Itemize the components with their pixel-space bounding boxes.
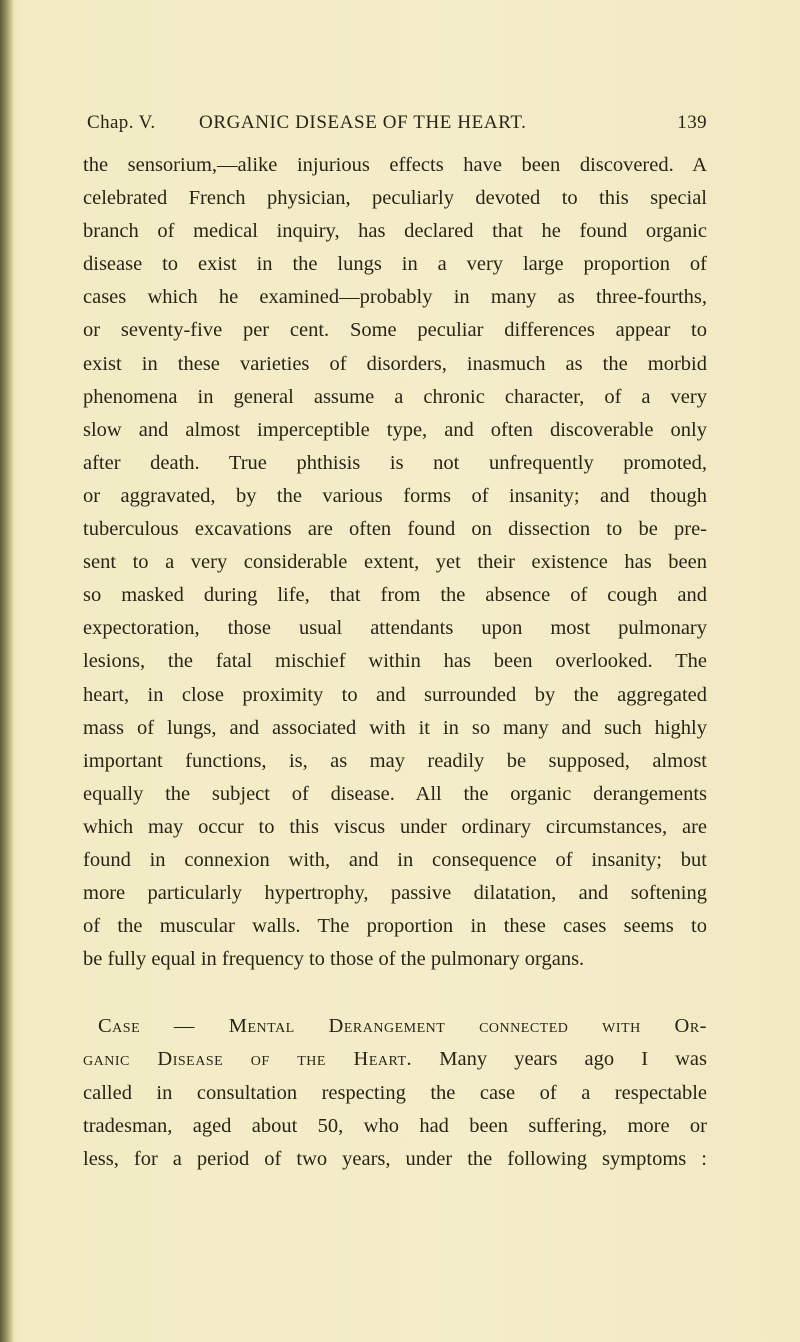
text-line: less, for a period of two years, under the following symptoms : — [83, 1147, 707, 1170]
paragraph-2 — [83, 1010, 707, 1175]
paragraph-1 — [83, 149, 707, 976]
text-line: more particularly hypertrophy, passive dilatation, and softening — [83, 882, 707, 905]
text-line: tuberculous excavations are often found on dissection to be pre- — [83, 518, 707, 541]
text-line: heart, in close proximity to and surrounded by the aggregated — [83, 683, 707, 706]
case-heading: Case — Mental Derangement connected with Or- — [98, 1015, 707, 1038]
text-line: expectoration, those usual attendants upon most pulmonary — [83, 617, 707, 640]
text-line: disease to exist in the lungs in a very large proportion of — [83, 253, 707, 276]
running-title: ORGANIC DISEASE OF THE HEART. — [199, 112, 527, 133]
text-line: cases which he examined—probably in many as three-fourths, — [83, 286, 707, 309]
text-line: exist in these varieties of disorders, inasmuch as the morbid — [83, 352, 707, 375]
text-line: lesions, the fatal mischief within has been overlooked. The — [83, 650, 707, 673]
case-heading-continued: ganic Disease of the Heart. — [83, 1048, 413, 1071]
text-line: or seventy-five per cent. Some peculiar differences appear to — [83, 319, 707, 342]
text-line: equally the subject of disease. All the organic derangements — [83, 782, 707, 805]
text-line: or aggravated, by the various forms of insanity; and though — [83, 484, 707, 507]
text-line: found in connexion with, and in consequence of insanity; but — [83, 848, 707, 871]
text-line: the sensorium,—alike injurious effects have been discovered. A — [83, 154, 707, 176]
page-number: 139 — [677, 112, 707, 133]
text-fragment: Many years ago I was — [439, 1048, 708, 1071]
text-line: phenomena in general assume a chronic character, of a very — [83, 385, 707, 408]
text-line: branch of medical inquiry, has declared that he found organic — [83, 220, 707, 243]
text-line: be fully equal in frequency to those of the pulmonary organs. — [83, 948, 585, 971]
page-spine-shadow — [0, 0, 14, 1342]
text-line: of the muscular walls. The proportion in these cases seems to — [83, 915, 707, 938]
text-line: which may occur to this viscus under ordinary circumstances, are — [83, 815, 707, 838]
text-line: so masked during life, that from the absence of cough and — [83, 584, 707, 607]
running-header — [87, 112, 707, 142]
body-text — [83, 149, 707, 1176]
text-line — [83, 1043, 707, 1076]
text-line: important functions, is, as may readily be supposed, almost — [83, 749, 707, 772]
text-line: slow and almost imperceptible type, and often discoverable only — [83, 418, 707, 441]
paragraph-gap — [83, 976, 707, 1010]
text-line: after death. True phthisis is not unfrequently promoted, — [83, 451, 707, 474]
text-line: called in consultation respecting the case of a respectable — [83, 1081, 707, 1104]
text-line: celebrated French physician, peculiarly devoted to this special — [83, 187, 707, 210]
text-line: mass of lungs, and associated with it in so many and such highly — [83, 716, 707, 739]
text-line: tradesman, aged about 50, who had been suffering, more or — [83, 1114, 707, 1137]
text-line: sent to a very considerable extent, yet their existence has been — [83, 551, 707, 574]
chapter-label: Chap. V. — [87, 112, 156, 133]
